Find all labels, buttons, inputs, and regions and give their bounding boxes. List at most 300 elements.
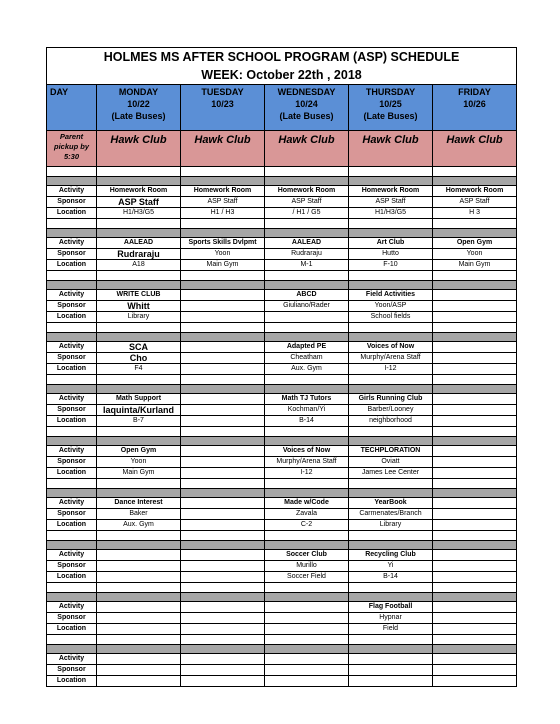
separator-cell bbox=[181, 333, 265, 342]
sponsor-cell bbox=[181, 405, 265, 416]
separator-cell bbox=[181, 427, 265, 437]
separator-cell bbox=[181, 531, 265, 541]
separator-cell bbox=[433, 281, 517, 290]
sponsor-cell bbox=[181, 353, 265, 364]
schedule-title: HOLMES MS AFTER SCHOOL PROGRAM (ASP) SCHEDULE bbox=[103, 50, 460, 64]
separator-cell bbox=[181, 385, 265, 394]
pickup-club: Hawk Club bbox=[433, 131, 517, 167]
location-cell: A18 bbox=[97, 260, 181, 271]
pickup-club: Hawk Club bbox=[349, 131, 433, 167]
sponsor-cell: Whitt bbox=[97, 301, 181, 312]
location-row-label: Location bbox=[47, 572, 97, 583]
location-row bbox=[47, 520, 517, 531]
separator-cell bbox=[265, 531, 349, 541]
activity-cell: Open Gym bbox=[433, 238, 517, 249]
activity-cell: Homework Room bbox=[97, 186, 181, 197]
location-cell bbox=[433, 364, 517, 375]
blank-row bbox=[47, 531, 517, 541]
location-cell: B-14 bbox=[265, 416, 349, 427]
sponsor-cell bbox=[181, 665, 265, 676]
schedule-sheet bbox=[46, 47, 516, 687]
location-cell: Field bbox=[349, 624, 433, 635]
separator-cell bbox=[181, 229, 265, 238]
sponsor-row bbox=[47, 353, 517, 364]
separator-cell bbox=[349, 333, 433, 342]
sponsor-row bbox=[47, 249, 517, 260]
location-cell: I-12 bbox=[265, 468, 349, 479]
separator-row bbox=[47, 333, 517, 342]
sponsor-cell: ASP Staff bbox=[181, 197, 265, 208]
separator-cell bbox=[47, 385, 97, 394]
sponsor-cell bbox=[181, 301, 265, 312]
location-row-label: Location bbox=[47, 260, 97, 271]
activity-cell: Homework Room bbox=[181, 186, 265, 197]
blank-row bbox=[47, 219, 517, 229]
sponsor-cell: Cheatham bbox=[265, 353, 349, 364]
sponsor-cell bbox=[181, 561, 265, 572]
separator-cell bbox=[181, 219, 265, 229]
sponsor-cell bbox=[265, 613, 349, 624]
activity-cell: Voices of Now bbox=[265, 446, 349, 457]
separator-cell bbox=[97, 645, 181, 654]
separator-cell bbox=[97, 385, 181, 394]
location-row bbox=[47, 208, 517, 219]
separator-cell bbox=[349, 271, 433, 281]
separator-cell bbox=[181, 593, 265, 602]
separator-cell bbox=[433, 583, 517, 593]
activity-cell: Adapted PE bbox=[265, 342, 349, 353]
sponsor-row bbox=[47, 665, 517, 676]
location-cell: neighborhood bbox=[349, 416, 433, 427]
location-cell: F-10 bbox=[349, 260, 433, 271]
separator-cell bbox=[265, 323, 349, 333]
separator-cell bbox=[265, 333, 349, 342]
separator-cell bbox=[349, 437, 433, 446]
activity-cell bbox=[433, 342, 517, 353]
separator-cell bbox=[349, 385, 433, 394]
blank-row bbox=[47, 323, 517, 333]
day-header-row bbox=[47, 85, 517, 131]
location-cell bbox=[181, 312, 265, 323]
sponsor-cell: Giuliano/Rader bbox=[265, 301, 349, 312]
separator-cell bbox=[349, 281, 433, 290]
activity-cell: Math TJ Tutors bbox=[265, 394, 349, 405]
separator-cell bbox=[97, 177, 181, 186]
location-cell: H1/H3/G5 bbox=[97, 208, 181, 219]
sponsor-cell bbox=[433, 613, 517, 624]
day-header-thursday: THURSDAY 10/25 (Late Buses) bbox=[349, 85, 433, 131]
day-header-tuesday: TUESDAY 10/23 bbox=[181, 85, 265, 131]
separator-cell bbox=[349, 635, 433, 645]
separator-cell bbox=[265, 479, 349, 489]
activity-cell bbox=[433, 290, 517, 301]
sponsor-row-label: Sponsor bbox=[47, 561, 97, 572]
separator-cell bbox=[97, 167, 181, 177]
pickup-club: Hawk Club bbox=[181, 131, 265, 167]
separator-cell bbox=[47, 333, 97, 342]
location-row bbox=[47, 312, 517, 323]
day-label: DAY bbox=[47, 85, 97, 131]
sponsor-cell bbox=[433, 665, 517, 676]
activity-row bbox=[47, 654, 517, 665]
sponsor-cell bbox=[433, 509, 517, 520]
activity-cell: Open Gym bbox=[97, 446, 181, 457]
separator-cell bbox=[349, 177, 433, 186]
sponsor-cell bbox=[181, 457, 265, 468]
sponsor-cell: ASP Staff bbox=[265, 197, 349, 208]
separator-cell bbox=[265, 635, 349, 645]
blank-row bbox=[47, 271, 517, 281]
sponsor-row-label: Sponsor bbox=[47, 197, 97, 208]
activity-cell bbox=[433, 550, 517, 561]
activity-cell bbox=[181, 290, 265, 301]
separator-cell bbox=[349, 167, 433, 177]
activity-cell: SCA bbox=[97, 342, 181, 353]
separator-cell bbox=[181, 437, 265, 446]
sponsor-cell bbox=[97, 561, 181, 572]
sponsor-cell bbox=[181, 509, 265, 520]
activity-row bbox=[47, 186, 517, 197]
separator-cell bbox=[181, 635, 265, 645]
activity-row-label: Activity bbox=[47, 602, 97, 613]
location-row-label: Location bbox=[47, 468, 97, 479]
activity-cell bbox=[97, 550, 181, 561]
separator-cell bbox=[349, 375, 433, 385]
activity-cell bbox=[433, 602, 517, 613]
sponsor-cell bbox=[181, 613, 265, 624]
location-row-label: Location bbox=[47, 364, 97, 375]
location-cell: C-2 bbox=[265, 520, 349, 531]
sponsor-cell: Murphy/Arena Staff bbox=[265, 457, 349, 468]
location-cell bbox=[181, 364, 265, 375]
separator-cell bbox=[349, 479, 433, 489]
separator-cell bbox=[433, 635, 517, 645]
location-cell bbox=[181, 624, 265, 635]
location-cell: Main Gym bbox=[97, 468, 181, 479]
activity-row-label: Activity bbox=[47, 342, 97, 353]
sponsor-row bbox=[47, 561, 517, 572]
sponsor-row-label: Sponsor bbox=[47, 249, 97, 260]
location-cell bbox=[433, 416, 517, 427]
location-cell bbox=[433, 572, 517, 583]
separator-cell bbox=[265, 489, 349, 498]
location-cell: F4 bbox=[97, 364, 181, 375]
location-row bbox=[47, 416, 517, 427]
separator-cell bbox=[97, 479, 181, 489]
activity-cell: Homework Room bbox=[349, 186, 433, 197]
separator-cell bbox=[47, 323, 97, 333]
separator-cell bbox=[97, 229, 181, 238]
separator-cell bbox=[97, 323, 181, 333]
separator-cell bbox=[433, 541, 517, 550]
activity-cell bbox=[181, 550, 265, 561]
activity-cell bbox=[433, 446, 517, 457]
separator-cell bbox=[181, 271, 265, 281]
separator-cell bbox=[47, 219, 97, 229]
separator-cell bbox=[181, 479, 265, 489]
sponsor-cell: ASP Staff bbox=[433, 197, 517, 208]
separator-cell bbox=[47, 645, 97, 654]
separator-cell bbox=[47, 437, 97, 446]
separator-cell bbox=[433, 489, 517, 498]
activity-cell bbox=[433, 498, 517, 509]
activity-cell bbox=[181, 498, 265, 509]
separator-row bbox=[47, 177, 517, 186]
activity-cell bbox=[181, 446, 265, 457]
separator-row bbox=[47, 593, 517, 602]
separator-row bbox=[47, 385, 517, 394]
separator-cell bbox=[349, 645, 433, 654]
separator-cell bbox=[265, 219, 349, 229]
location-cell: / H1 / G5 bbox=[265, 208, 349, 219]
location-row bbox=[47, 468, 517, 479]
separator-cell bbox=[181, 645, 265, 654]
separator-cell bbox=[349, 541, 433, 550]
sponsor-cell: Rudraraju bbox=[97, 249, 181, 260]
separator-cell bbox=[349, 427, 433, 437]
location-cell: Aux. Gym bbox=[265, 364, 349, 375]
location-cell bbox=[433, 468, 517, 479]
activity-cell bbox=[433, 394, 517, 405]
activity-cell: Homework Room bbox=[433, 186, 517, 197]
schedule-week: WEEK: October 22th , 2018 bbox=[201, 68, 362, 82]
separator-cell bbox=[433, 229, 517, 238]
activity-row bbox=[47, 342, 517, 353]
location-cell: H 3 bbox=[433, 208, 517, 219]
activity-cell: Homework Room bbox=[265, 186, 349, 197]
blank-row bbox=[47, 167, 517, 177]
day-header-wednesday: WEDNESDAY 10/24 (Late Buses) bbox=[265, 85, 349, 131]
separator-cell bbox=[97, 489, 181, 498]
location-row-label: Location bbox=[47, 520, 97, 531]
location-row-label: Location bbox=[47, 676, 97, 687]
sponsor-row-label: Sponsor bbox=[47, 353, 97, 364]
blank-row bbox=[47, 583, 517, 593]
location-cell: Main Gym bbox=[433, 260, 517, 271]
separator-cell bbox=[97, 375, 181, 385]
activity-cell: Flag Football bbox=[349, 602, 433, 613]
separator-cell bbox=[433, 531, 517, 541]
sponsor-cell: Rudraraju bbox=[265, 249, 349, 260]
sponsor-cell: Iaquinta/Kurland bbox=[97, 405, 181, 416]
sponsor-row bbox=[47, 509, 517, 520]
location-cell: H1/H3/G5 bbox=[349, 208, 433, 219]
activity-row-label: Activity bbox=[47, 498, 97, 509]
activity-cell: Art Club bbox=[349, 238, 433, 249]
sponsor-cell bbox=[433, 353, 517, 364]
separator-cell bbox=[265, 541, 349, 550]
day-header-friday: FRIDAY 10/26 bbox=[433, 85, 517, 131]
location-row bbox=[47, 364, 517, 375]
location-row bbox=[47, 260, 517, 271]
blank-row bbox=[47, 635, 517, 645]
blank-row bbox=[47, 375, 517, 385]
separator-cell bbox=[181, 281, 265, 290]
activity-row bbox=[47, 238, 517, 249]
location-cell bbox=[97, 572, 181, 583]
sponsor-cell bbox=[349, 665, 433, 676]
location-cell: M-1 bbox=[265, 260, 349, 271]
location-cell bbox=[181, 520, 265, 531]
location-cell bbox=[97, 676, 181, 687]
separator-cell bbox=[181, 323, 265, 333]
sponsor-cell: Hutto bbox=[349, 249, 433, 260]
activity-row-label: Activity bbox=[47, 394, 97, 405]
separator-cell bbox=[349, 219, 433, 229]
activity-cell: TECHPLORATION bbox=[349, 446, 433, 457]
pickup-club: Hawk Club bbox=[265, 131, 349, 167]
location-cell bbox=[349, 676, 433, 687]
sponsor-cell bbox=[265, 665, 349, 676]
separator-cell bbox=[97, 635, 181, 645]
activity-cell bbox=[181, 394, 265, 405]
location-cell: Main Gym bbox=[181, 260, 265, 271]
activity-cell: Sports Skills Dvlpmt bbox=[181, 238, 265, 249]
separator-cell bbox=[265, 385, 349, 394]
sponsor-cell: Carmenates/Branch bbox=[349, 509, 433, 520]
activity-row bbox=[47, 394, 517, 405]
separator-cell bbox=[349, 489, 433, 498]
location-cell: B-7 bbox=[97, 416, 181, 427]
activity-row bbox=[47, 446, 517, 457]
activity-cell bbox=[265, 602, 349, 613]
activity-cell: AALEAD bbox=[265, 238, 349, 249]
sponsor-cell bbox=[433, 405, 517, 416]
sponsor-cell: Cho bbox=[97, 353, 181, 364]
separator-cell bbox=[47, 177, 97, 186]
separator-cell bbox=[181, 375, 265, 385]
sponsor-cell: Baker bbox=[97, 509, 181, 520]
activity-row-label: Activity bbox=[47, 654, 97, 665]
separator-cell bbox=[349, 323, 433, 333]
location-cell bbox=[181, 468, 265, 479]
activity-cell: Math Support bbox=[97, 394, 181, 405]
separator-cell bbox=[47, 427, 97, 437]
separator-cell bbox=[265, 593, 349, 602]
separator-row bbox=[47, 229, 517, 238]
location-cell: Library bbox=[349, 520, 433, 531]
separator-cell bbox=[433, 437, 517, 446]
location-cell: School fields bbox=[349, 312, 433, 323]
activity-cell: YearBook bbox=[349, 498, 433, 509]
activity-row bbox=[47, 602, 517, 613]
activity-cell: WRITE CLUB bbox=[97, 290, 181, 301]
sponsor-cell: Yi bbox=[349, 561, 433, 572]
location-cell: I-12 bbox=[349, 364, 433, 375]
separator-cell bbox=[47, 635, 97, 645]
location-cell bbox=[181, 416, 265, 427]
separator-cell bbox=[97, 541, 181, 550]
sponsor-cell bbox=[97, 665, 181, 676]
activity-cell bbox=[97, 654, 181, 665]
separator-cell bbox=[349, 229, 433, 238]
location-row-label: Location bbox=[47, 208, 97, 219]
sponsor-cell: Yoon bbox=[433, 249, 517, 260]
separator-cell bbox=[433, 177, 517, 186]
separator-cell bbox=[97, 593, 181, 602]
separator-cell bbox=[97, 281, 181, 290]
activity-row-label: Activity bbox=[47, 238, 97, 249]
separator-cell bbox=[433, 167, 517, 177]
location-cell bbox=[433, 312, 517, 323]
blank-row bbox=[47, 479, 517, 489]
pickup-club: Hawk Club bbox=[97, 131, 181, 167]
activity-row bbox=[47, 290, 517, 301]
separator-cell bbox=[47, 229, 97, 238]
separator-cell bbox=[433, 479, 517, 489]
separator-cell bbox=[47, 489, 97, 498]
activity-cell: ABCD bbox=[265, 290, 349, 301]
schedule-table bbox=[46, 47, 517, 687]
separator-cell bbox=[265, 177, 349, 186]
sponsor-cell: Hypnar bbox=[349, 613, 433, 624]
separator-cell bbox=[181, 583, 265, 593]
activity-row bbox=[47, 550, 517, 561]
separator-cell bbox=[433, 323, 517, 333]
location-row-label: Location bbox=[47, 416, 97, 427]
activity-cell: Field Activities bbox=[349, 290, 433, 301]
separator-cell bbox=[97, 437, 181, 446]
activity-cell: Soccer Club bbox=[265, 550, 349, 561]
location-cell: H1 / H3 bbox=[181, 208, 265, 219]
activity-row-label: Activity bbox=[47, 290, 97, 301]
separator-row bbox=[47, 281, 517, 290]
separator-cell bbox=[47, 271, 97, 281]
separator-cell bbox=[349, 593, 433, 602]
sponsor-row-label: Sponsor bbox=[47, 613, 97, 624]
separator-cell bbox=[265, 375, 349, 385]
location-cell bbox=[265, 624, 349, 635]
separator-row bbox=[47, 437, 517, 446]
separator-cell bbox=[433, 219, 517, 229]
separator-cell bbox=[97, 583, 181, 593]
separator-cell bbox=[433, 375, 517, 385]
location-row-label: Location bbox=[47, 624, 97, 635]
separator-cell bbox=[433, 645, 517, 654]
day-header-monday: MONDAY 10/22 (Late Buses) bbox=[97, 85, 181, 131]
separator-cell bbox=[47, 583, 97, 593]
sponsor-row bbox=[47, 197, 517, 208]
sponsor-cell: Kochman/Yi bbox=[265, 405, 349, 416]
sponsor-cell: Zavala bbox=[265, 509, 349, 520]
sponsor-row bbox=[47, 405, 517, 416]
sponsor-cell: Yoon bbox=[97, 457, 181, 468]
sponsor-row-label: Sponsor bbox=[47, 457, 97, 468]
sponsor-cell bbox=[433, 561, 517, 572]
separator-cell bbox=[265, 167, 349, 177]
sponsor-row-label: Sponsor bbox=[47, 509, 97, 520]
separator-cell bbox=[265, 427, 349, 437]
activity-cell bbox=[181, 654, 265, 665]
activity-cell: Dance Interest bbox=[97, 498, 181, 509]
separator-row bbox=[47, 645, 517, 654]
activity-cell bbox=[433, 654, 517, 665]
separator-cell bbox=[265, 583, 349, 593]
separator-cell bbox=[47, 531, 97, 541]
activity-cell bbox=[349, 654, 433, 665]
separator-cell bbox=[47, 593, 97, 602]
activity-cell: Girls Running Club bbox=[349, 394, 433, 405]
sponsor-cell: Oviatt bbox=[349, 457, 433, 468]
location-row-label: Location bbox=[47, 312, 97, 323]
activity-row-label: Activity bbox=[47, 550, 97, 561]
location-cell bbox=[433, 624, 517, 635]
separator-cell bbox=[47, 167, 97, 177]
separator-cell bbox=[265, 229, 349, 238]
location-cell: Library bbox=[97, 312, 181, 323]
location-cell bbox=[97, 624, 181, 635]
location-cell: James Lee Center bbox=[349, 468, 433, 479]
